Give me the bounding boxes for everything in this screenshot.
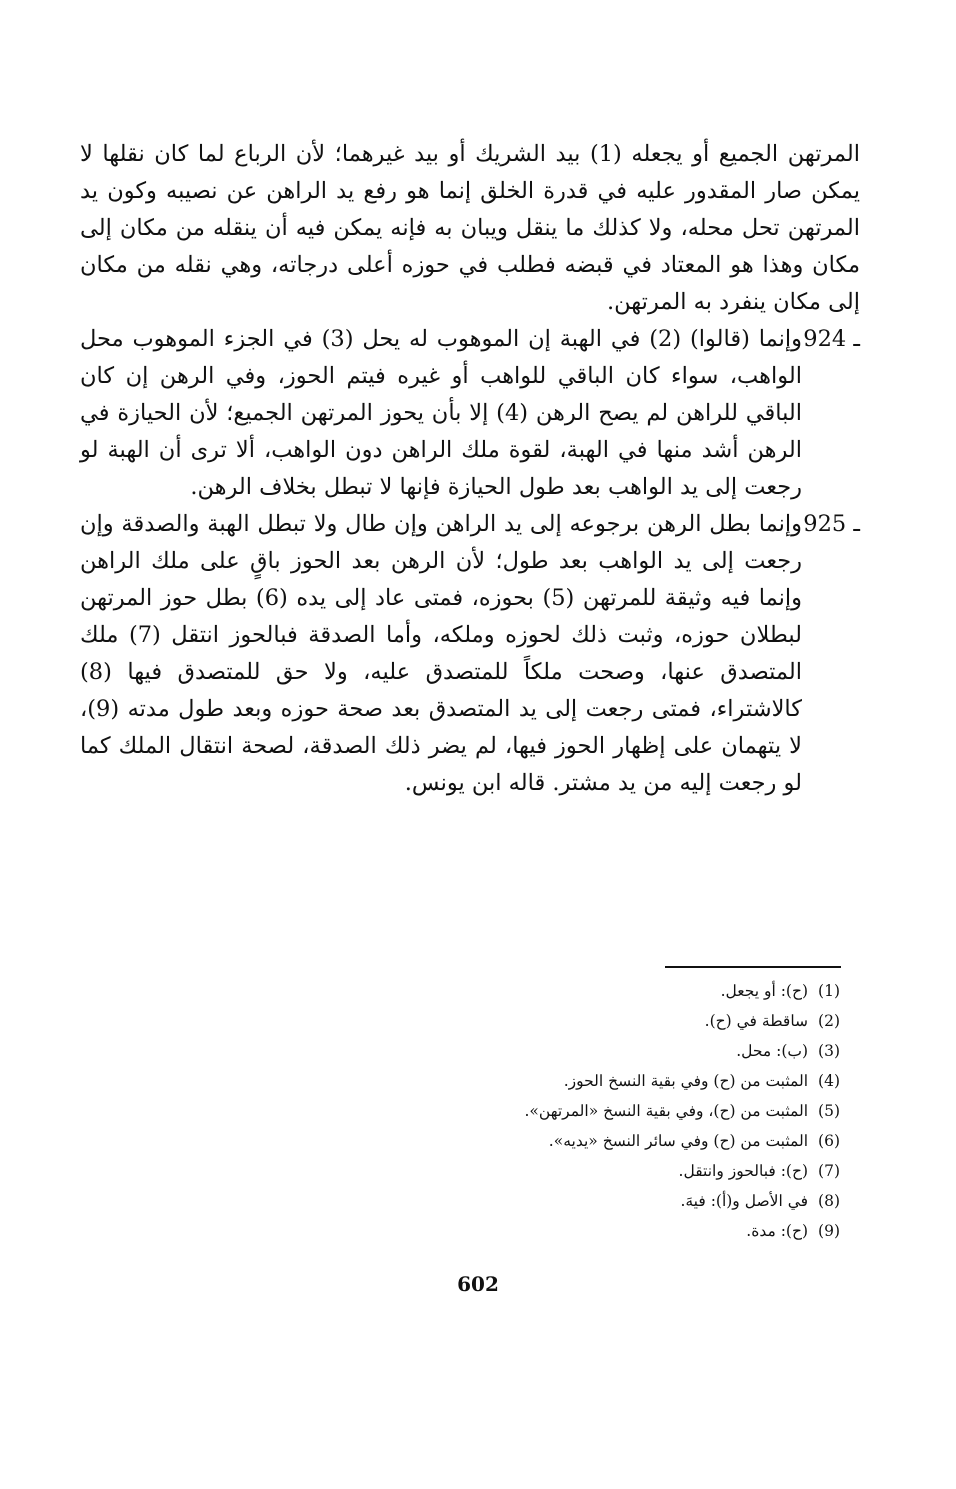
footnote-text: المثبت من (ح)، وفي بقية النسخ «المرتهن». <box>524 1102 809 1120</box>
footnote-text: المثبت من (ح) وفي سائر النسخ «يديه». <box>548 1132 809 1150</box>
footnote-text: (ح): أو يجعل. <box>720 982 809 1000</box>
footnote-number: (2) <box>818 1012 840 1030</box>
paragraph-number: 924 ـ <box>803 326 860 352</box>
footnote-item <box>300 1096 840 1126</box>
main-text <box>80 136 860 802</box>
footnote-text: (ح): فبالحوز وانتقل. <box>678 1162 809 1180</box>
footnote-number: (9) <box>818 1222 840 1240</box>
footnote-text: المثبت من (ح) وفي بقية النسخ الحوز. <box>563 1072 809 1090</box>
footnote-item <box>300 1156 840 1186</box>
footnote-item <box>300 1186 840 1216</box>
opening-paragraph: المرتهن الجميع أو يجعله (1) بيد الشريك أو بيد غيرهما؛ لأن الرباع لما كان نقلها لا يمكن صار المقدور عليه في قدرة الخلق إنما هو رفع يد الراهن عن نصيبه وكون يد المرتهن تحل محله، ولا كذلك ما ينقل ويبان به فإنه يمكن فيه أن ينقله من مكان إلى مكان وهذا هو المعتاد في قبضه فطلب في حوزه أعلى درجاته، وهي نقله من مكان إلى مكان ينفرد به المرتهن. <box>80 141 860 315</box>
paragraph-text: وإنما (قالوا) (2) في الهبة إن الموهوب له يحل (3) في الجزء الموهوب محل الواهب، سواء كان الباقي للواهب أو غيره فيتم الحوز، وفي الرهن إن كان الباقي للراهن لم يصح الرهن (4) إلا بأن يحوز المرتهن الجميع؛ لأن الحيازة في الرهن أشد منها في الهبة، لقوة ملك الراهن دون الواهب، ألا ترى أن الهبة لو رجعت إلى يد الواهب بعد طول الحيازة فإنها لا تبطل بخلاف الرهن. <box>80 326 803 500</box>
footnote-item <box>300 1006 840 1036</box>
footnotes-list <box>300 976 840 1246</box>
footnote-text: (ب): محل. <box>736 1042 809 1060</box>
paragraph-925 <box>80 506 860 802</box>
page-number: 602 <box>457 1272 499 1296</box>
footnote-number: (1) <box>818 982 840 1000</box>
footnote-text: ساقطة في (ح). <box>704 1012 809 1030</box>
footnote-number: (6) <box>818 1132 840 1150</box>
footnote-item <box>300 1036 840 1066</box>
footnote-number: (4) <box>818 1072 840 1090</box>
footnote-number: (3) <box>818 1042 840 1060</box>
footnote-item <box>300 1066 840 1096</box>
footnote-text: (ح): مدة. <box>746 1222 809 1240</box>
footnote-number: (7) <box>818 1162 840 1180</box>
footnote-separator <box>665 966 841 968</box>
footnote-item <box>300 976 840 1006</box>
footnote-item <box>300 1216 840 1246</box>
footnote-number: (5) <box>818 1102 840 1120</box>
paragraph-924 <box>80 321 860 506</box>
footnote-item <box>300 1126 840 1156</box>
footnote-text: في الأصل و(أ): فيهَ. <box>680 1192 809 1210</box>
paragraph-number: 925 ـ <box>803 511 860 537</box>
footnote-number: (8) <box>818 1192 840 1210</box>
paragraph-text: وإنما بطل الرهن برجوعه إلى يد الراهن وإن طال ولا تبطل الهبة والصدقة وإن رجعت إلى يد الواهب بعد طول؛ لأن الرهن بعد الحوز باقٍ على ملك الراهن وإنما فيه وثيقة للمرتهن (5) بحوزه، فمتى عاد إلى يده (6) بطل حوز المرتهن لبطلان حوزه، وثبت ذلك لحوزه وملكه، وأما الصدقة فبالحوز انتقل (7) ملك المتصدق عنها، وصحت ملكاً للمتصدق عليه، ولا حق للمتصدق فيها (8) كالاشتراء، فمتى رجعت إلى يد المتصدق بعد صحة حوزه وبعد طول مدته (9)، لا يتهمان على إظهار الحوز فيها، لم يضر ذلك الصدقة، لصحة انتقال الملك كما لو رجعت إليه من يد مشتر. قاله ابن يونس. <box>80 511 802 796</box>
